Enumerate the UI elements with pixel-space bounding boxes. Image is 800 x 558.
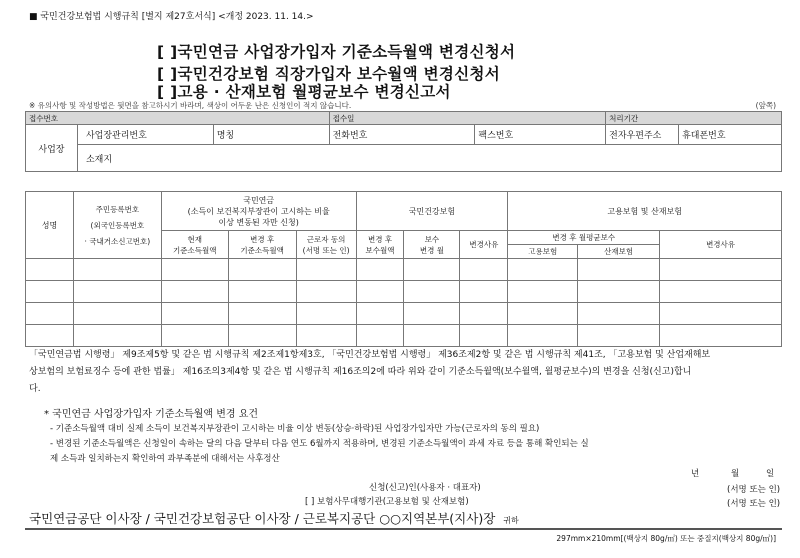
page-side: (앞쪽) [755,101,776,110]
mobile-field[interactable]: 휴대폰번호 [679,125,782,145]
requirement-item: 제 소득과 일치하는지 확인하여 과부족분에 대해서는 사후정산 [50,454,280,464]
agency-label: [ ] 보험사무대행기관(고용보험 및 산재보험) [305,497,469,507]
applicant-sign-field[interactable]: (서명 또는 인) [727,485,781,495]
col-new-income: 변경 후 기준소득월액 [228,231,296,259]
employment-group-header: 고용보험 및 산재보험 [508,192,782,231]
col-employment-reason: 변경사유 [660,231,782,259]
change-request-table [25,191,782,347]
title-pension: [ ]국민연금 사업장가입자 기준소득월액 변경신청서 [157,43,516,61]
col-worker-consent: 근로자 동의 (서명 또는 인) [296,231,356,259]
col-resident-id: 주민등록번호 (외국인등록번호 · 국내거소신고번호) [73,192,161,259]
col-new-salary: 변경 후 보수월액 [356,231,404,259]
title-employment: [ ]고용 · 산재보험 월평균보수 변경신고서 [157,83,451,101]
col-name: 성명 [26,192,74,259]
col-current-income: 현재 기준소득월액 [161,231,228,259]
processing-period: 처리기간 [606,112,782,125]
receipt-workplace-table [25,111,782,172]
requirements-title: * 국민연금 사업장가입자 기준소득월액 변경 요건 [44,409,259,420]
date-day-label: 일 [766,469,775,479]
receipt-number: 접수번호 [26,112,330,125]
address-field[interactable]: 소재지 [77,145,781,172]
col-industrial-insurance: 산재보험 [578,245,660,259]
date-year-label: 년 [691,469,700,479]
phone-field[interactable]: 전화번호 [329,125,475,145]
table-row[interactable] [26,325,782,347]
receipt-date: 접수일 [329,112,606,125]
date-month-label: 월 [731,469,740,479]
health-group-header: 국민건강보험 [356,192,508,231]
table-row[interactable] [26,281,782,303]
table-row[interactable] [26,303,782,325]
col-change-month: 보수 변경 월 [404,231,460,259]
agency-sign-field[interactable]: (서명 또는 인) [727,499,781,509]
workplace-id-field[interactable]: 사업장관리번호 [77,125,213,145]
title-health: [ ]국민건강보험 직장가입자 보수월액 변경신청서 [157,65,501,83]
workplace-name-field[interactable]: 명칭 [213,125,329,145]
legal-basis-text: 「국민연금법 시행령」 제9조제5항 및 같은 법 시행규칙 제2조제1항제3호, 「국민건강보험법 시행령」 제36조제2항 및 같은 법 시행규칙 제41조, 「고용보험 및 산업재해보 상보험의 보험료징수 등에 관한 법률」 제16조의3제4항 및 같은 법 시행규칙 제16조의2에 따라 위와 같이 기준소득월액(보수월액, 월평균보수)의 변경을 신청(신고)합니 다. [29,350,711,394]
col-new-average-pay: 변경 후 월평균보수 [508,231,660,245]
col-health-reason: 변경사유 [460,231,508,259]
requirement-item: - 변경된 기준소득월액은 신청일이 속하는 달의 다음 달부터 다음 연도 6월까지 적용하며, 변경된 기준소득월액이 과세 자료 등을 통해 확인되는 실 [50,439,589,449]
col-employment-insurance: 고용보험 [508,245,578,259]
pension-group-header: 국민연금 (소득이 보건복지부장관이 고시하는 비율 이상 변동된 자만 신청) [161,192,356,231]
addressee: 국민연금공단 이사장 / 국민건강보험공단 이사장 / 근로복지공단 ○○지역본부(지사)장 귀하 [29,511,519,526]
workplace-label: 사업장 [26,125,78,172]
fax-field[interactable]: 팩스번호 [475,125,606,145]
requirement-item: - 기준소득월액 대비 실제 소득이 보건복지부장관이 고시하는 비율 이상 변동(상승·하락)된 사업장가입자만 가능(근로자의 동의 필요) [50,424,540,434]
applicant-label: 신청(신고)인(사용자 · 대표자) [369,483,481,493]
paper-spec-footer: 297mm×210mm[(백상지 80g/㎡) 또는 중질지(백상지 80g/㎡)] [556,534,776,543]
instructions-note: ※ 유의사항 및 작성방법은 뒷면을 참고하시기 바라며, 색상이 어두운 난은 신청인이 적지 않습니다. [29,101,352,110]
addressee-suffix: 귀하 [503,516,519,525]
form-header-note: ■ 국민건강보험법 시행규칙 [별지 제27호서식] <개정 2023. 11. 14.> [29,12,314,22]
table-row[interactable] [26,259,782,281]
email-field[interactable]: 전자우편주소 [606,125,679,145]
bottom-divider [25,528,782,530]
